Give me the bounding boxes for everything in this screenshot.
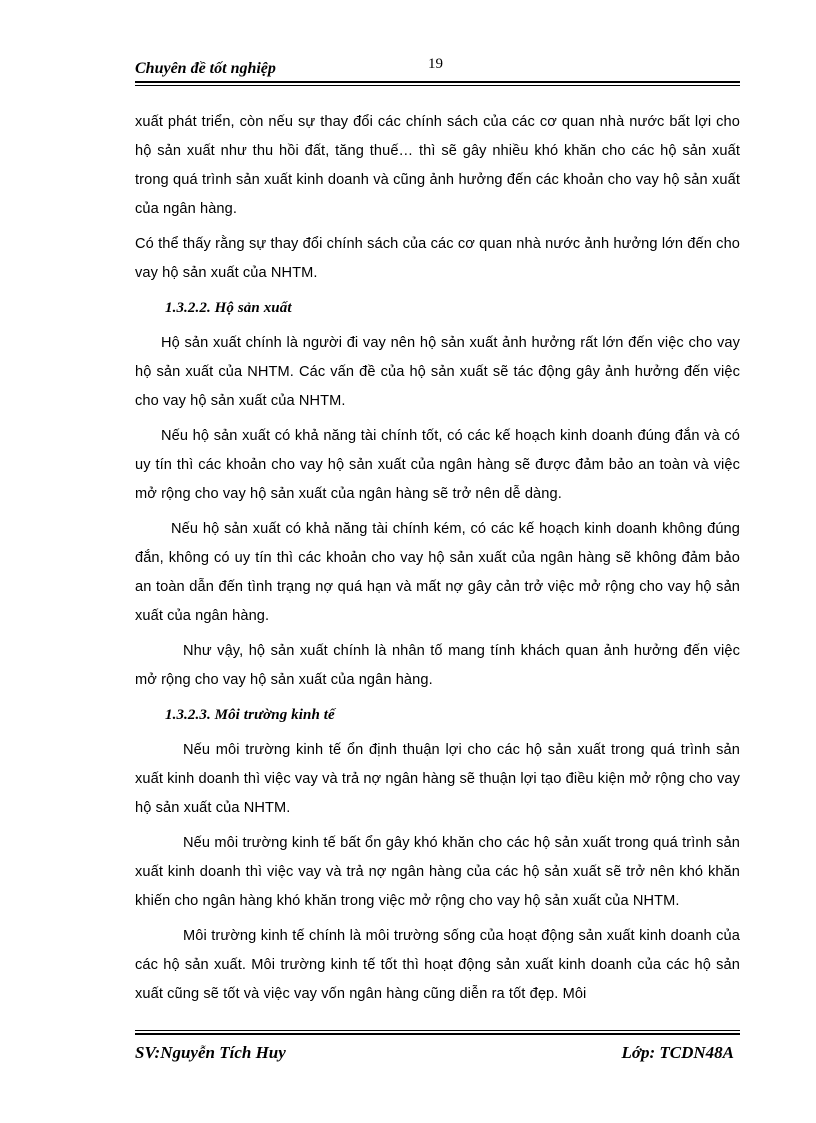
footer-rule-thick xyxy=(135,1033,740,1035)
header-title: Chuyên đề tốt nghiệp xyxy=(135,60,276,77)
paragraph: Nếu hộ sản xuất có khả năng tài chính kém, có các kế hoạch kinh doanh không đúng đắn, không có uy tín thì các khoản cho vay hộ sản xuất của ngân hàng sẽ không đảm bảo an toàn dẫn đến tình trạng nợ quá hạn và mất nợ gây cản trở việc mở rộng cho vay hộ sản xuất của ngân hàng. xyxy=(135,521,740,624)
footer-rule-thin xyxy=(135,1030,740,1031)
paragraph: Nếu môi trường kinh tế bất ổn gây khó khăn cho các hộ sản xuất trong quá trình sản xuất kinh doanh thì việc vay và trả nợ ngân hàng của các hộ sản xuất sẽ trở nên khó khăn khiến cho ngân hàng khó khăn trong việc mở rộng cho vay hộ sản xuất của NHTM. xyxy=(135,835,740,909)
footer-class: Lớp: TCDN48A xyxy=(621,1043,734,1062)
header-rule-thick xyxy=(135,81,740,83)
header-rule-thin xyxy=(135,85,740,86)
paragraph: xuất phát triển, còn nếu sự thay đổi các chính sách của các cơ quan nhà nước bất lợi cho hộ sản xuất như thu hồi đất, tăng thuế… thì sẽ gây nhiều khó khăn cho các hộ sản xuất trong quá trình sản xuất kinh doanh và cũng ảnh hưởng đến các khoản cho vay hộ sản xuất của ngân hàng. xyxy=(135,114,740,217)
page-number: 19 xyxy=(428,56,443,72)
paragraph: Nếu môi trường kinh tế ổn định thuận lợi cho các hộ sản xuất trong quá trình sản xuất kinh doanh thì việc vay và trả nợ ngân hàng sẽ thuận lợi tạo điều kiện mở rộng cho vay hộ sản xuất của NHTM. xyxy=(135,742,740,816)
section-heading: 1.3.2.2. Hộ sản xuất xyxy=(165,300,292,316)
footer-student-name: SV:Nguyễn Tích Huy xyxy=(135,1043,286,1062)
paragraph: Nếu hộ sản xuất có khả năng tài chính tốt, có các kế hoạch kinh doanh đúng đắn và có uy tín thì các khoản cho vay hộ sản xuất của ngân hàng sẽ được đảm bảo an toàn và việc mở rộng cho vay hộ sản xuất của ngân hàng sẽ trở nên dễ dàng. xyxy=(135,428,740,502)
paragraph: Như vậy, hộ sản xuất chính là nhân tố mang tính khách quan ảnh hưởng đến việc mở rộng cho vay hộ sản xuất của ngân hàng. xyxy=(135,643,740,688)
paragraph: Có thể thấy rằng sự thay đổi chính sách của các cơ quan nhà nước ảnh hưởng lớn đến cho vay hộ sản xuất của NHTM. xyxy=(135,236,740,281)
paragraph: Hộ sản xuất chính là người đi vay nên hộ sản xuất ảnh hưởng rất lớn đến việc cho vay hộ sản xuất của NHTM. Các vấn đề của hộ sản xuất sẽ tác động gây ảnh hưởng đến việc cho vay hộ sản xuất của NHTM. xyxy=(135,335,740,409)
document-body xyxy=(135,108,740,1015)
section-heading: 1.3.2.3. Môi trường kinh tế xyxy=(165,707,335,723)
paragraph: Môi trường kinh tế chính là môi trường sống của hoạt động sản xuất kinh doanh của các hộ sản xuất. Môi trường kinh tế tốt thì hoạt động sản xuất kinh doanh của các hộ sản xuất cũng sẽ tốt và việc vay vốn ngân hàng cũng diễn ra tốt đẹp. Môi xyxy=(135,928,740,1002)
